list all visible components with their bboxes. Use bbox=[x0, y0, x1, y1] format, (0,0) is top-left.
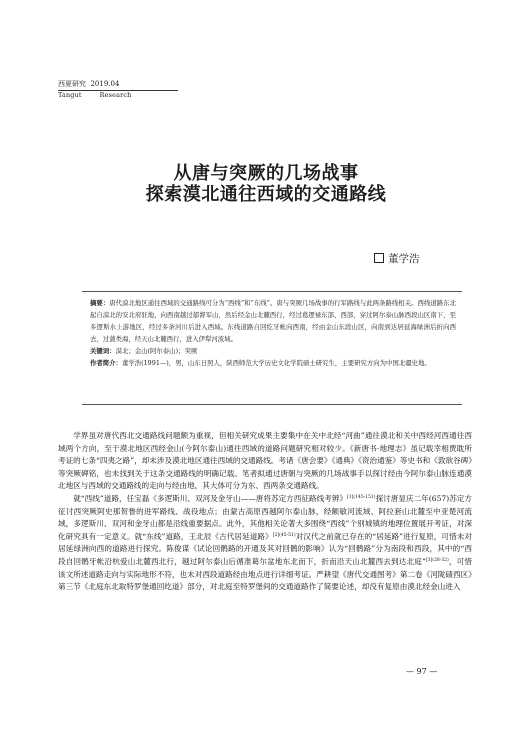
journal-name-cn: 西夏研究 bbox=[58, 80, 86, 88]
body-p2-part-a: 就“西线”道路，任宝磊《多逻斯川、双河及金牙山——唐将苏定方西征路线考辨》 bbox=[73, 493, 347, 503]
keywords bbox=[90, 345, 456, 357]
keywords-label: 关键词： bbox=[90, 347, 116, 355]
citation-3: [3](28-32) bbox=[425, 557, 449, 563]
abstract-box bbox=[82, 291, 462, 405]
title-line-2: 探索漠北通往西域的交通路线 bbox=[145, 184, 387, 205]
author-line bbox=[374, 251, 420, 266]
body-paragraph-2 bbox=[58, 493, 472, 594]
body-p2-part-b: 探讨唐显庆二年(657)苏定方征讨西突厥阿史那贺鲁的进军路线、战役地点；由蒙古高原西越阿尔泰山脉，经额敏河流域、阿拉套山北麓至中亚楚河流域，多逻斯川、双河和金牙山都是沿线重要据点。此外，其他相关论著大多围绕“西线”个别城镇的地理位置展开考证，对深化研究具有一定意义。就“东线”道路，王北辰《古代居延道路》 bbox=[58, 493, 472, 541]
author-bio bbox=[90, 357, 456, 369]
body-paragraph-1: 学界虽对唐代西北交通路线问题颇为重视，但相关研究成果主要集中在关中北经“河曲”通往漠北和关中西经河西通往西域两个方向，至于漠北地区西经金山(今阿尔泰山)通往西域的道路问题研究相对较少。《新唐书·地理志》虽记载幸相贾耽所考证的七条“四夷之路”，却未涉及漠北地区通往西域的交通路线。考诸《唐会要》《通典》《资治通鉴》等史书和《敦欲谷碑》等突厥碑铭，也未找到关于这条交通路线的明确记载。笔者拟通过唐朝与突厥的几场战事手以探讨经由今阿尔泰山脉连通漠北地区与西域的交通路线的走向与经由地，其大体可分为东、西两条交通路线。 bbox=[58, 431, 473, 491]
body-text bbox=[58, 430, 472, 594]
citation-2: [2](45-51) bbox=[272, 532, 296, 538]
author-box-icon bbox=[374, 253, 384, 263]
page-number: — 97 — bbox=[406, 667, 438, 676]
abstract-label: 摘要： bbox=[90, 299, 110, 307]
running-head bbox=[58, 80, 178, 100]
body-p2-part-d: ，可惜该文所述道路走向与实际地形不符，也未对西段道路经由地点进行详细考证。严耕望《唐代交通图考》第二卷《河陇碛西区》第三节《北庭东北取特罗堡通回纥道》部分，对北庭至特罗堡间的交通道路作了简要论述，却没有复原由漠北经金山进入 bbox=[58, 556, 473, 592]
journal-name-en-1: Tangut bbox=[58, 91, 82, 99]
bio-label: 作者简介： bbox=[90, 359, 122, 367]
keywords-text: 漠北；金山(阿尔泰山)；突厥 bbox=[115, 347, 198, 355]
author-name: 董学浩 bbox=[388, 253, 420, 265]
citation-1: [1](145-151) bbox=[346, 494, 376, 500]
running-head-journal bbox=[58, 80, 178, 91]
journal-issue: 2019.04 bbox=[90, 80, 120, 88]
abstract-text: 唐代漠北地区通往西域的交通路线可分为“西线”和“东线”。唐与突厥几场战事的行军路线与此两条路线相关。西线道路东北起自漠北的安北府驻地，向西南越过郁督军山，然后经金山北麓西行，经过葛逻禄东部、西部，穿过阿尔泰山脉西段山区南下，至多逻斯水上游地区，经过多条河川后进入西域。东线道路自回纥牙帐向西南，经由金山东段山区，向南到达居延海绿洲后折向西去，过蒲类海，经天山北麓西行，进入伊犁河流域。 bbox=[90, 299, 456, 343]
running-head-journal-en bbox=[58, 91, 178, 100]
body-p2-part-c: 对汉代之前就已存在的“居延路”进行复原，可惜未对居延绿洲向西的道路进行探究。陈俊谋《试论回鹘路的开通及其对回鹘的影响》认为“回鹘路”分为南段和西段，其中的“西段自回鹘牙帐沿杭爱山北麓西北行，越过阿尔泰山后循准葛尔盆地东北而下，折而沿天山北麓西去到达北庭” bbox=[58, 531, 472, 566]
title-line-1: 从唐与突厥的几场战事 bbox=[173, 163, 359, 184]
journal-name-en-2: Research bbox=[99, 91, 132, 99]
abstract bbox=[90, 297, 456, 345]
bio-text: 董学浩(1991—)，男，山东日照人，陕西师范大学历史文化学院硕士研究生，主要研究方向为中国北疆史地。 bbox=[121, 359, 431, 367]
article-title bbox=[60, 163, 472, 205]
